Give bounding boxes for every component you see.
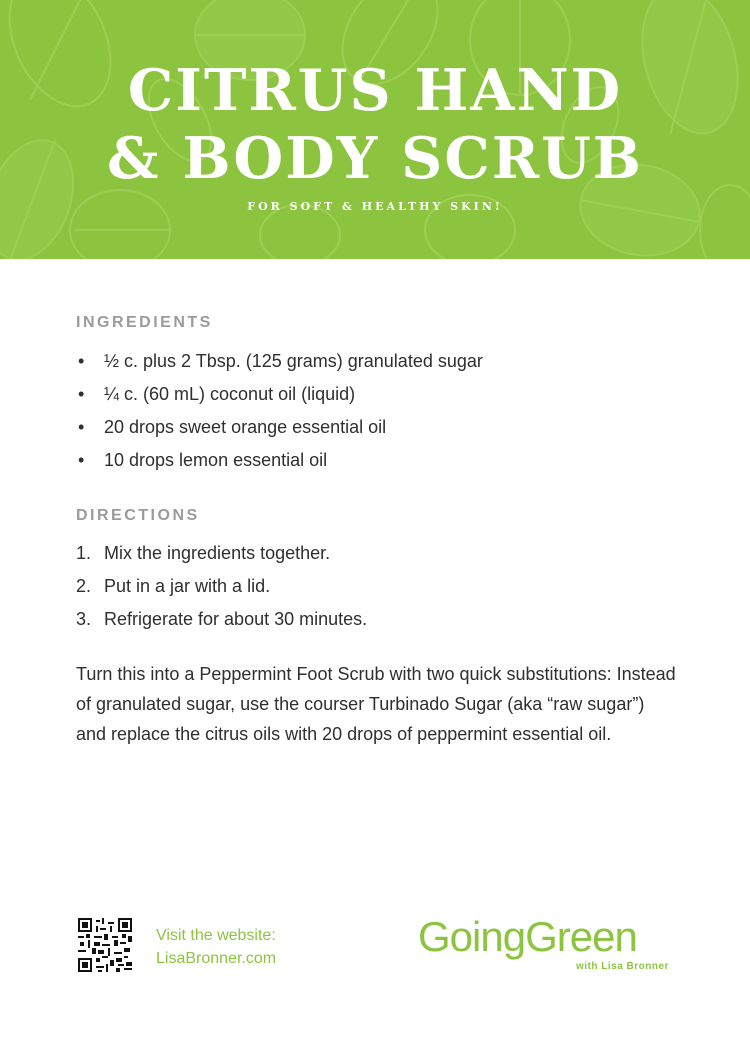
logo-tagline: with Lisa Bronner <box>576 961 669 972</box>
directions-list <box>76 537 367 636</box>
website-link[interactable] <box>156 924 276 970</box>
header-banner <box>0 0 750 259</box>
step-number: 3. <box>76 609 92 629</box>
ingredient-item: • 20 drops sweet orange essential oil <box>76 411 483 444</box>
ingredient-item: • ¼ c. (60 mL) coconut oil (liquid) <box>76 378 483 411</box>
going-green-logo: GoingGreen <box>418 913 637 960</box>
substitution-note: Turn this into a Peppermint Foot Scrub with two quick substitutions: Instead of granulated sugar, use the courser Turbinado Sugar (aka “raw sugar”) and replace the citrus oils with 20 drops of peppermint essential oil. <box>76 664 676 744</box>
qr-code[interactable] <box>78 918 132 972</box>
bullet: • <box>78 351 85 371</box>
direction-step: 1. Mix the ingredients together. <box>76 537 367 570</box>
bullet: • <box>78 384 85 404</box>
ingredient-item: • ½ c. plus 2 Tbsp. (125 grams) granulated sugar <box>76 345 483 378</box>
direction-step: 3. Refrigerate for about 30 minutes. <box>76 603 367 636</box>
visit-label: Visit the website: <box>156 927 276 944</box>
website-url[interactable]: LisaBronner.com <box>156 950 277 967</box>
ingredients-heading: INGREDIENTS <box>76 314 213 331</box>
title-line-1: CITRUS HAND <box>127 57 623 124</box>
bullet: • <box>78 450 85 470</box>
title-line-2: & BODY SCRUB <box>107 125 643 192</box>
step-number: 1. <box>76 543 92 563</box>
directions-heading: DIRECTIONS <box>76 507 200 524</box>
direction-step: 2. Put in a jar with a lid. <box>76 570 367 603</box>
ingredient-item: • 10 drops lemon essential oil <box>76 444 483 477</box>
step-number: 2. <box>76 576 92 596</box>
subtitle: FOR SOFT & HEALTHY SKIN! <box>247 200 503 213</box>
ingredients-list <box>76 345 483 477</box>
bullet: • <box>78 417 85 437</box>
